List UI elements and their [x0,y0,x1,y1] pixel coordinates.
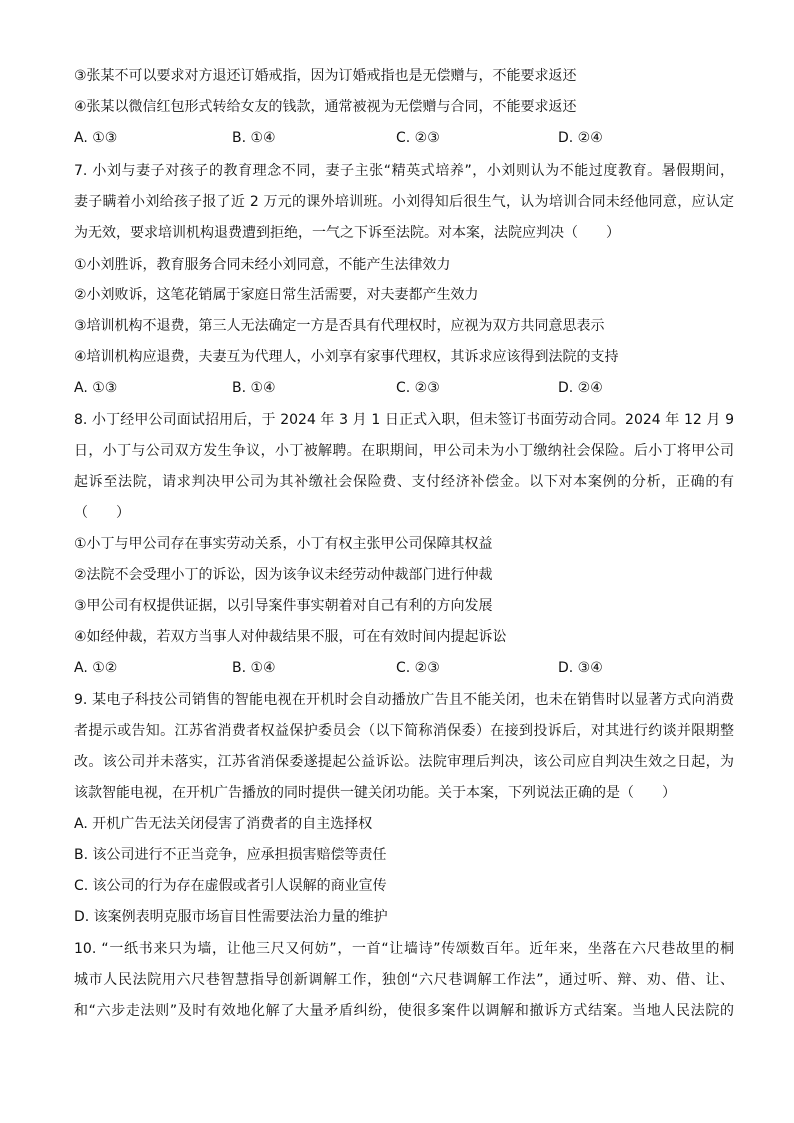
q7-stem-line-3: 为无效，要求培训机构退费遭到拒绝，一气之下诉至法院。对本案，法院应判决（ ） [74,225,620,241]
q9-choice-d: D. 该案例表明克服市场盲目性需要法治力量的维护 [74,909,388,925]
q6-option-b: B. ①④ [232,130,276,146]
q7-option-c: C. ②③ [396,380,440,396]
q6-option-c: C. ②③ [396,130,440,146]
q9-stem-line-4: 该款智能电视，在开机广告播放的同时提供一键关闭功能。关于本案，下列说法正确的是（ ） [74,785,676,801]
q9-stem-line-3: 改。该公司并未落实，江苏省消保委遂提起公益诉讼。法院审理后判决，该公司应自判决生效之日起，为 [74,754,734,770]
q8-stem-line-3: 起诉至法院，请求判决甲公司为其补缴社会保险费、支付经济补偿金。以下对本案例的分析，正确的有 [74,474,734,490]
q7-stem-line-1: 7. 小刘与妻子对孩子的教育理念不同，妻子主张“精英式培养”，小刘则认为不能过度教育。暑假期间， [74,163,734,179]
q7-statement-3: ③培训机构不退费，第三人无法确定一方是否具有代理权时，应视为双方共同意思表示 [74,318,605,334]
q10-stem-line-3: 和“六步走法则”及时有效地化解了大量矛盾纠纷，使很多案件以调解和撤诉方式结案。当地人民法院的 [74,1003,734,1019]
q8-option-b: B. ①④ [232,660,276,676]
q8-statement-4: ④如经仲裁，若双方当事人对仲裁结果不服，可在有效时间内提起诉讼 [74,629,507,645]
q7-statement-1: ①小刘胜诉，教育服务合同未经小刘同意，不能产生法律效力 [74,257,451,273]
q8-option-c: C. ②③ [396,660,440,676]
q7-stem-line-2: 妻子瞒着小刘给孩子报了近 2 万元的课外培训班。小刘得知后很生气，认为培训合同未经他同意，应认定 [74,194,734,210]
q7-option-d: D. ②④ [558,380,603,396]
q8-statement-3: ③甲公司有权提供证据，以引导案件事实朝着对自己有利的方向发展 [74,598,493,614]
q6-statement-3: ③张某不可以要求对方退还订婚戒指，因为订婚戒指也是无偿赠与，不能要求返还 [74,68,577,84]
q8-option-d: D. ③④ [558,660,603,676]
q6-statement-4: ④张某以微信红包形式转给女友的钱款，通常被视为无偿赠与合同，不能要求返还 [74,99,577,115]
q8-stem-line-1: 8. 小丁经甲公司面试招用后，于 2024 年 3 月 1 日正式入职，但未签订书面劳动合同。2024 年 12 月 9 [74,412,734,428]
q9-stem-line-2: 者提示或告知。江苏省消费者权益保护委员会（以下简称消保委）在接到投诉后，对其进行约谈并限期整 [74,723,734,739]
q7-statement-2: ②小刘败诉，这笔花销属于家庭日常生活需要，对夫妻都产生效力 [74,287,479,303]
q6-option-d: D. ②④ [558,130,603,146]
q8-statement-1: ①小丁与甲公司存在事实劳动关系，小丁有权主张甲公司保障其权益 [74,536,493,552]
q9-choice-a: A. 开机广告无法关闭侵害了消费者的自主选择权 [74,816,373,832]
q8-option-a: A. ①② [74,660,118,676]
q9-choice-b: B. 该公司进行不正当竞争，应承担损害赔偿等责任 [74,847,387,863]
q9-choice-c: C. 该公司的行为存在虚假或者引人误解的商业宣传 [74,878,387,894]
q9-stem-line-1: 9. 某电子科技公司销售的智能电视在开机时会自动播放广告且不能关闭，也未在销售时以显著方式向消费 [74,692,734,708]
q8-statement-2: ②法院不会受理小丁的诉讼，因为该争议未经劳动仲裁部门进行仲裁 [74,567,493,583]
q8-stem-line-2: 日，小丁与公司双方发生争议，小丁被解聘。在职期间，甲公司未为小丁缴纳社会保险。后小丁将甲公司 [74,443,734,459]
q7-statement-4: ④培训机构应退费，夫妻互为代理人，小刘享有家事代理权，其诉求应该得到法院的支持 [74,349,619,365]
q8-stem-line-4: （ ） [74,505,130,521]
q6-option-a: A. ①③ [74,130,118,146]
q7-option-a: A. ①③ [74,380,118,396]
q10-stem-line-1: 10. “一纸书来只为墙，让他三尺又何妨”，一首“让墙诗”传颂数百年。近年来，坐落在六尺巷故里的桐 [74,941,734,957]
q7-option-b: B. ①④ [232,380,276,396]
q10-stem-line-2: 城市人民法院用六尺巷智慧指导创新调解工作，独创“六尺巷调解工作法”，通过听、辩、劝、借、让、 [74,972,734,988]
